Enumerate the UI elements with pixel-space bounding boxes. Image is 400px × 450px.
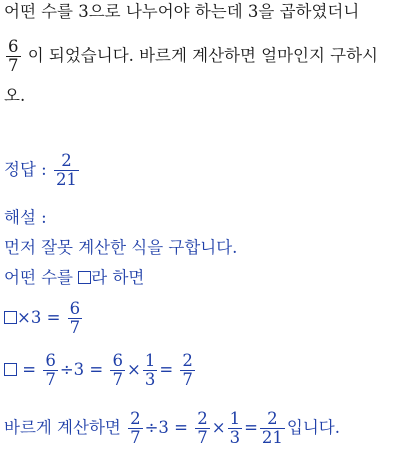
- fraction-denominator: 7: [45, 370, 56, 389]
- equation-1: [4, 300, 84, 337]
- unknown-box-icon: [78, 271, 91, 284]
- fraction-denominator: 7: [197, 428, 208, 447]
- fraction-denominator: 7: [8, 56, 19, 75]
- final-times: ×: [211, 418, 226, 437]
- final-fraction-1: [128, 410, 143, 447]
- eq1-times: ×3 =: [17, 308, 61, 327]
- fraction-numerator: 2: [197, 409, 208, 428]
- fraction-denominator: 21: [55, 170, 77, 189]
- eq2-fraction-1: [43, 352, 58, 389]
- fraction-numerator: 1: [144, 351, 156, 370]
- fraction-denominator: 3: [229, 428, 241, 447]
- solution-step-1-text: 먼저 잘못 계산한 식을 구합니다.: [4, 238, 238, 257]
- solution-label: 해설 :: [4, 208, 47, 227]
- fraction-numerator: 1: [229, 409, 241, 428]
- unknown-box-icon: [4, 363, 17, 376]
- fraction-numerator: 2: [54, 152, 79, 171]
- solution-step-2: [4, 268, 144, 288]
- unknown-box-icon: [4, 311, 17, 324]
- final-fraction-3: [228, 410, 243, 447]
- answer-line: [4, 152, 81, 189]
- problem-text-1: 어떤 수를 3으로 나누어야 하는데 3을 곱하였더니: [4, 2, 360, 21]
- eq2-equals-2: =: [159, 360, 174, 379]
- fraction-denominator: 3: [144, 370, 156, 389]
- final-pre: 바르게 계산하면: [4, 418, 121, 437]
- fraction-denominator: 7: [69, 318, 81, 337]
- fraction-denominator: 21: [261, 428, 283, 447]
- answer-fraction: [54, 152, 79, 189]
- eq2-div: ÷3 =: [59, 360, 104, 379]
- fraction-denominator: 7: [182, 370, 193, 389]
- eq2-fraction-2: [110, 352, 125, 389]
- eq2-fraction-3: [143, 352, 158, 389]
- solution-label-line: [4, 208, 47, 228]
- fraction-numerator: 2: [130, 409, 141, 428]
- final-equals: =: [244, 418, 258, 437]
- eq2-times: ×: [126, 360, 141, 379]
- solution-step-1: [4, 238, 237, 258]
- problem-line-2: [4, 38, 378, 75]
- problem-text-2: 이 되었습니다. 바르게 계산하면 얼마인지 구하시: [27, 46, 378, 65]
- eq2-fraction-4: [180, 352, 195, 389]
- problem-text-3: 오.: [4, 86, 26, 105]
- solution-step-2-pre: 어떤 수를: [4, 268, 74, 287]
- eq1-fraction: [68, 300, 83, 337]
- fraction-numerator: 6: [45, 351, 56, 370]
- problem-fraction: [6, 38, 21, 75]
- problem-line-1: [4, 2, 359, 22]
- fraction-numerator: 2: [260, 410, 285, 429]
- fraction-numerator: 2: [182, 351, 193, 370]
- problem-line-3: [4, 86, 25, 106]
- final-post: 입니다.: [286, 418, 340, 437]
- final-div: ÷3 =: [144, 418, 188, 437]
- fraction-numerator: 6: [112, 351, 123, 370]
- final-fraction-4: [260, 410, 285, 447]
- fraction-numerator: 6: [69, 299, 81, 318]
- eq2-equals: =: [22, 360, 37, 379]
- answer-label: 정답 :: [4, 160, 47, 179]
- equation-2: [4, 352, 197, 389]
- fraction-numerator: 6: [8, 37, 19, 56]
- fraction-denominator: 7: [130, 428, 141, 447]
- solution-step-2-post: 라 하면: [91, 268, 145, 287]
- fraction-denominator: 7: [112, 370, 123, 389]
- final-fraction-2: [195, 410, 210, 447]
- final-calculation: [4, 410, 340, 447]
